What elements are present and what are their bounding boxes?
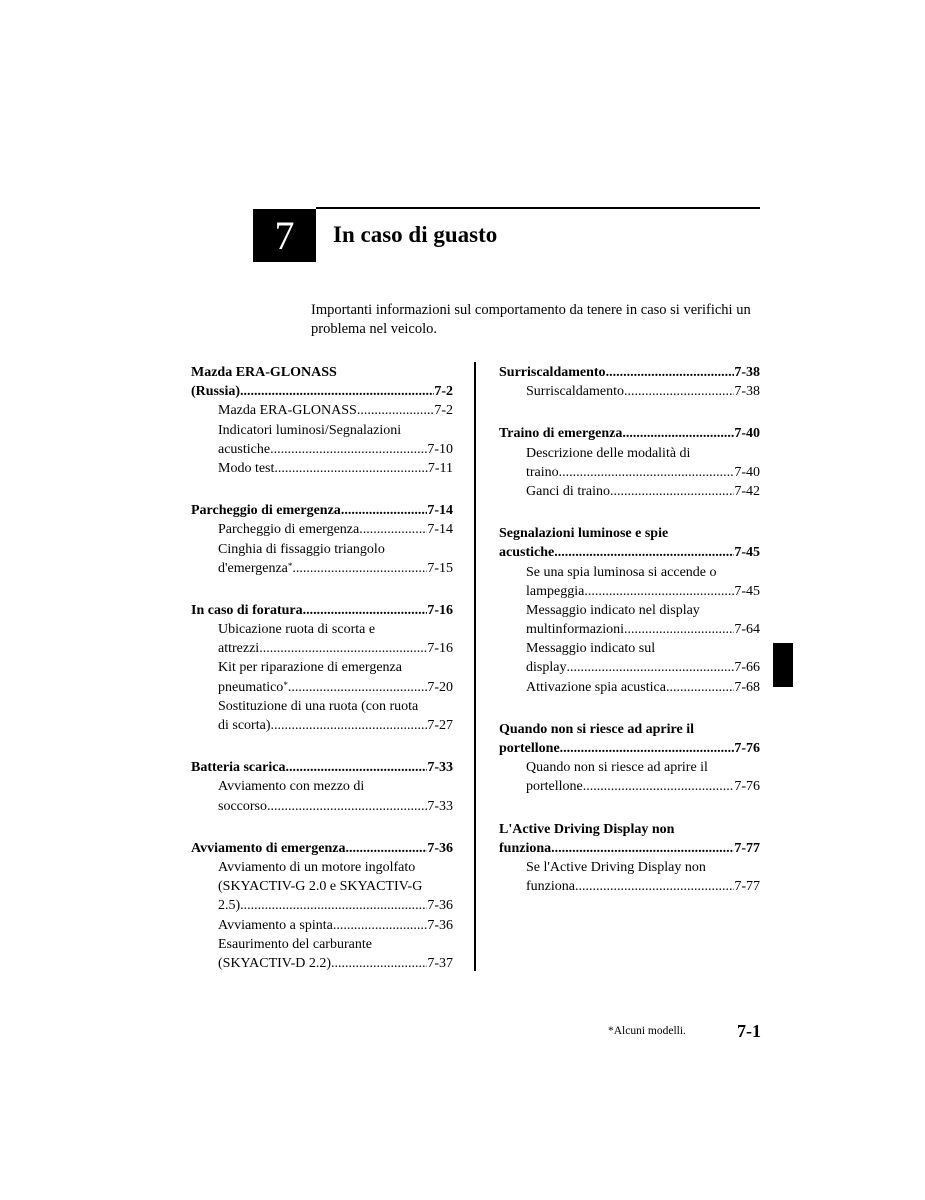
toc-section: [191, 839, 453, 973]
toc-entry-text: (SKYACTIV-G 2.0 e SKYACTIV-G: [218, 879, 423, 895]
page-number: 7-1: [737, 1021, 761, 1041]
toc-entry-text: In caso di foratura: [191, 602, 303, 618]
dot-leader: [606, 363, 735, 382]
dot-leader: [303, 601, 428, 620]
dot-leader: [357, 401, 435, 420]
toc-page-ref: 7-68: [734, 679, 760, 695]
toc-entry-line: [191, 540, 453, 559]
toc-entry-text: multinformazioni: [526, 622, 624, 638]
toc-page-ref: 7-77: [734, 840, 760, 856]
dot-leader: [610, 482, 734, 501]
toc-entry-text: Quando non si riesce ad aprire il: [499, 721, 694, 737]
toc-heading-line: [499, 543, 760, 562]
dot-leader: [270, 440, 427, 459]
toc-page-ref: 7-33: [427, 760, 453, 776]
toc-entry-text: Surriscaldamento: [526, 384, 624, 400]
toc-page-ref: 7-76: [734, 741, 760, 756]
toc-page-ref: 7-2: [434, 403, 453, 419]
dot-leader: [584, 582, 734, 601]
toc-entry-line: [191, 520, 453, 539]
toc-entry-text: soccorso: [218, 798, 267, 814]
toc-heading-line: [499, 839, 760, 858]
toc-entry-text: funziona: [526, 879, 575, 895]
toc-entry-line: [191, 935, 453, 954]
chapter-number-box: 7: [253, 209, 316, 262]
toc-right-column: [499, 363, 760, 919]
dot-leader: [333, 916, 428, 935]
toc-entry-line: [191, 658, 453, 677]
toc-entry-line: [499, 482, 760, 501]
toc-entry-text: Mazda ERA-GLONASS: [191, 365, 337, 380]
toc-page-ref: 7-36: [427, 840, 453, 856]
toc-section: [499, 363, 760, 401]
toc-entry-line: [499, 658, 760, 677]
toc-section: [191, 758, 453, 816]
toc-entry-text: Segnalazioni luminose e spie: [499, 526, 669, 542]
dot-leader: [666, 678, 734, 697]
toc-page-ref: 7-45: [734, 583, 760, 599]
toc-entry-text: Avviamento di emergenza: [191, 840, 346, 856]
dot-leader: [292, 559, 427, 578]
toc-entry-text: portellone: [526, 779, 583, 795]
toc-entry-text: (Russia): [191, 384, 241, 400]
toc-entry-text: Sostituzione di una ruota (con ruota: [218, 698, 419, 714]
toc-page-ref: 7-36: [427, 917, 453, 933]
toc-heading-line: [191, 601, 453, 620]
dot-leader: [359, 520, 427, 539]
toc-entry-text: (SKYACTIV-D 2.2): [218, 955, 332, 971]
toc-entry-line: [499, 639, 760, 658]
toc-entry-text: Mazda ERA-GLONASS: [218, 403, 357, 419]
chapter-title: In caso di guasto: [333, 222, 498, 247]
chapter-thumb-tab: [773, 643, 793, 687]
toc-entry-line: [191, 877, 453, 896]
toc-entry-text: Parcheggio di emergenza: [191, 503, 341, 519]
toc-page-ref: 7-27: [427, 718, 453, 733]
toc-entry-text: attrezzi: [218, 641, 260, 657]
toc-section: [499, 820, 760, 897]
toc-entry-line: [191, 678, 453, 697]
toc-entry-line: [191, 858, 453, 877]
toc-page-ref: 7-11: [427, 460, 453, 476]
toc-entry-text: Messaggio indicato sul: [526, 641, 656, 657]
toc-entry-text: Ubicazione ruota di scorta e: [218, 622, 376, 638]
toc-entry-line: [499, 877, 760, 896]
toc-entry-text: L'Active Driving Display non: [499, 821, 675, 837]
toc-page-ref: 7-20: [427, 679, 453, 695]
toc-entry-line: [499, 444, 760, 463]
toc-heading-line: [191, 363, 453, 382]
toc-page-ref: 7-66: [734, 660, 760, 676]
toc-heading-line: [499, 424, 760, 443]
footnote: *Alcuni modelli.: [608, 1025, 686, 1037]
toc-page-ref: 7-76: [734, 779, 760, 795]
toc-entry-text: traino: [526, 464, 559, 480]
toc-page-ref: 7-45: [734, 545, 760, 561]
toc-entry-line: [499, 563, 760, 582]
dot-leader: [551, 839, 734, 858]
toc-entry-line: [499, 463, 760, 482]
toc-section: [499, 524, 760, 697]
toc-entry-line: [191, 401, 453, 420]
toc-entry-text: Traino di emergenza: [499, 426, 623, 442]
toc-page-ref: 7-38: [734, 384, 760, 400]
toc-page-ref: 7-15: [427, 560, 453, 576]
toc-entry-line: [499, 601, 760, 620]
toc-page-ref: 7-38: [734, 365, 760, 380]
toc-section: [499, 424, 760, 501]
toc-heading-line: [191, 382, 453, 401]
dot-leader: [622, 424, 734, 443]
toc-entry-text: Avviamento con mezzo di: [218, 779, 365, 795]
toc-page-ref: 7-36: [427, 898, 453, 914]
toc-page-ref: 7-77: [734, 879, 760, 895]
toc-entry-line: [191, 916, 453, 935]
toc-section: [191, 501, 453, 578]
toc-entry-line: [191, 716, 453, 735]
toc-entry-text: funziona: [499, 840, 552, 856]
toc-entry-text: display: [526, 660, 567, 676]
toc-heading-line: [499, 363, 760, 382]
toc-page-ref: 7-64: [734, 622, 760, 638]
dot-leader: [624, 382, 734, 401]
chapter-intro: Importanti informazioni sul comportamento da tenere in caso si verifichi un problema nel veicolo.: [311, 302, 751, 337]
toc-entry-text: Cinghia di fissaggio triangolo: [218, 541, 385, 557]
dot-leader: [270, 716, 427, 735]
chapter-header-rule: [316, 207, 760, 209]
toc-page-ref: 7-37: [427, 955, 453, 971]
toc-page-ref: 7-16: [427, 602, 453, 618]
dot-leader: [624, 620, 734, 639]
toc-entry-line: [499, 858, 760, 877]
toc-entry-text: Parcheggio di emergenza: [218, 522, 360, 538]
toc-entry-text: Attivazione spia acustica: [526, 679, 666, 695]
toc-page-ref: 7-16: [427, 641, 453, 657]
dot-leader: [240, 896, 427, 915]
toc-heading-line: [191, 758, 453, 777]
toc-page-ref: 7-40: [734, 464, 760, 480]
dot-leader: [331, 954, 427, 973]
toc-entry-line: [191, 421, 453, 440]
column-divider: [474, 362, 476, 971]
toc-entry-line: [499, 777, 760, 796]
toc-heading-line: [499, 720, 760, 739]
footnote-mark: *: [287, 560, 293, 571]
toc-page-ref: 7-42: [734, 483, 760, 499]
toc-left-column: [191, 363, 453, 996]
toc-entry-line: [191, 777, 453, 796]
dot-leader: [345, 839, 427, 858]
toc-entry-line: [191, 620, 453, 639]
toc-entry-text: Esaurimento del carburante: [218, 936, 372, 952]
toc-entry-line: [191, 896, 453, 915]
toc-entry-line: [191, 459, 453, 478]
toc-heading-line: [499, 820, 760, 839]
toc-page-ref: 7-33: [427, 798, 453, 814]
toc-heading-line: [191, 839, 453, 858]
toc-heading-line: [499, 524, 760, 543]
toc-page-ref: 7-40: [734, 426, 760, 442]
toc-heading-line: [499, 739, 760, 758]
toc-entry-text: d'emergenza: [218, 560, 288, 576]
footnote-mark: *: [283, 679, 288, 690]
dot-leader: [566, 658, 734, 677]
toc-section: [499, 720, 760, 797]
dot-leader: [554, 543, 734, 562]
toc-page-ref: 7-2: [434, 384, 453, 400]
dot-leader: [259, 639, 427, 658]
toc-entry-text: Messaggio indicato nel display: [526, 602, 700, 618]
toc-entry-line: [191, 639, 453, 658]
toc-entry-text: Descrizione delle modalità di: [526, 445, 691, 461]
toc-section: [191, 363, 453, 478]
toc-entry-line: [499, 678, 760, 697]
toc-page-ref: 7-14: [427, 503, 453, 519]
toc-entry-line: [499, 382, 760, 401]
dot-leader: [341, 501, 428, 520]
dot-leader: [560, 739, 735, 758]
toc-entry-line: [191, 440, 453, 459]
toc-entry-line: [191, 559, 453, 578]
toc-entry-text: Surriscaldamento: [499, 365, 606, 380]
dot-leader: [288, 678, 428, 697]
dot-leader: [267, 797, 427, 816]
toc-entry-text: acustiche: [499, 545, 555, 561]
toc-entry-text: Quando non si riesce ad aprire il: [526, 760, 708, 776]
toc-entry-text: portellone: [499, 741, 560, 756]
toc-entry-line: [499, 582, 760, 601]
toc-entry-text: lampeggia: [526, 583, 585, 599]
dot-leader: [575, 877, 734, 896]
toc-section: [191, 601, 453, 735]
dot-leader: [274, 459, 427, 478]
toc-entry-line: [499, 758, 760, 777]
toc-entry-text: Avviamento di un motore ingolfato: [218, 859, 416, 875]
toc-entry-line: [191, 797, 453, 816]
toc-entry-text: di scorta): [218, 718, 271, 733]
dot-leader: [583, 777, 735, 796]
toc-entry-text: acustiche: [218, 441, 271, 457]
toc-entry-text: pneumatico: [218, 679, 284, 695]
toc-entry-text: Avviamento a spinta: [218, 917, 333, 933]
toc-entry-line: [499, 620, 760, 639]
toc-entry-text: Indicatori luminosi/Segnalazioni: [218, 422, 402, 438]
toc-entry-line: [191, 697, 453, 716]
toc-entry-text: Modo test: [218, 460, 275, 476]
toc-entry-text: Ganci di traino: [526, 483, 610, 499]
toc-entry-text: Batteria scarica: [191, 760, 286, 776]
toc-entry-text: Se l'Active Driving Display non: [526, 859, 706, 875]
toc-entry-text: Kit per riparazione di emergenza: [218, 660, 402, 676]
toc-page-ref: 7-10: [427, 441, 453, 457]
dot-leader: [285, 758, 427, 777]
dot-leader: [559, 463, 735, 482]
toc-page-ref: 7-14: [427, 522, 453, 538]
toc-entry-line: [191, 954, 453, 973]
toc-heading-line: [191, 501, 453, 520]
dot-leader: [240, 382, 434, 401]
toc-entry-text: Se una spia luminosa si accende o: [526, 564, 717, 580]
toc-entry-text: 2.5): [218, 898, 241, 914]
